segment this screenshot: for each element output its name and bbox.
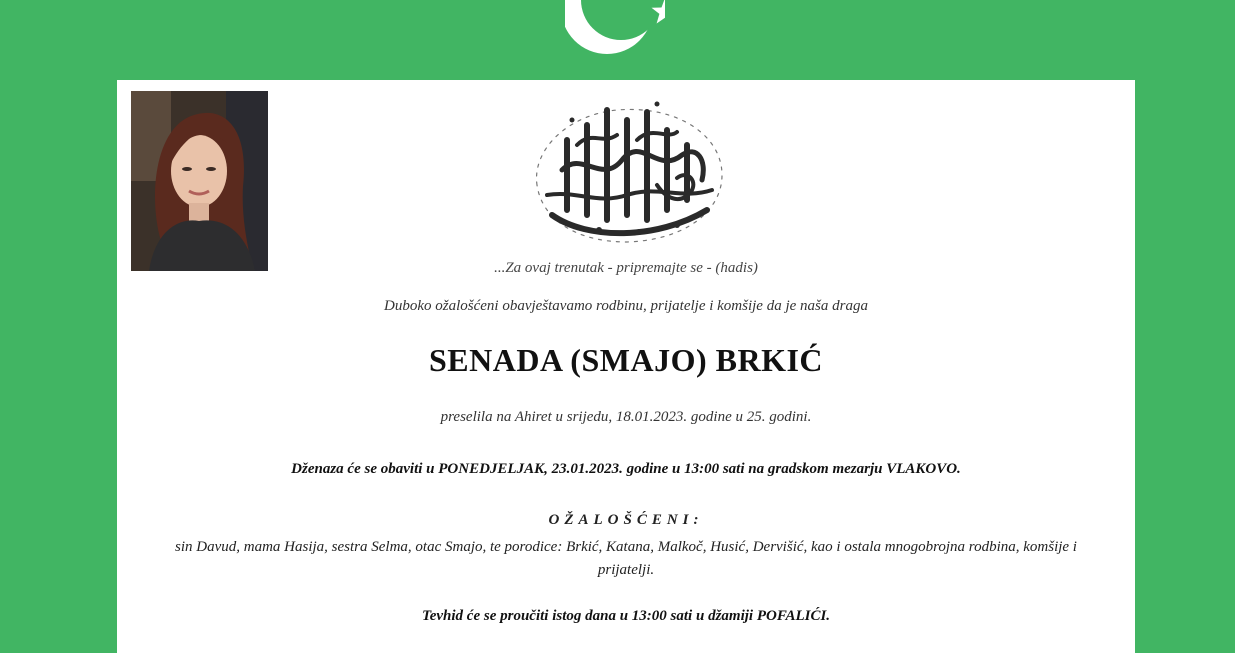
crescent-star-icon bbox=[565, 0, 665, 60]
portrait-photo bbox=[131, 91, 268, 271]
mourners-list: sin Davud, mama Hasija, sestra Selma, otac Smajo, te porodice: Brkić, Katana, Malkoč, Husić, Dervišić, kao i ostala mnogobrojna rodbina, komšije i prijatelji. bbox=[175, 539, 1077, 578]
intro-text: Duboko ožalošćeni obavještavamo rodbinu, prijatelje i komšije da je naša draga bbox=[384, 298, 868, 314]
deceased-name: SENADA (SMAJO) BRKIĆ bbox=[428, 342, 824, 378]
funeral-info: Dženaza će se obaviti u PONEDJELJAK, 23.01.2023. godine u 13:00 sati na gradskom mezarju VLAKOVO. bbox=[291, 461, 961, 477]
death-date-text: preselila na Ahiret u srijedu, 18.01.2023. godine u 25. godini. bbox=[440, 409, 812, 425]
mourners-heading: OŽALOŠĆENI: bbox=[548, 512, 704, 528]
arabic-calligraphy-emblem bbox=[507, 90, 747, 260]
obituary-card bbox=[117, 80, 1135, 653]
tevhid-info: Tevhid će se proučiti istog dana u 13:00 sati u džamiji POFALIĆI. bbox=[421, 608, 831, 624]
hadis-quote: ...Za ovaj trenutak - pripremajte se - (hadis) bbox=[494, 260, 758, 276]
